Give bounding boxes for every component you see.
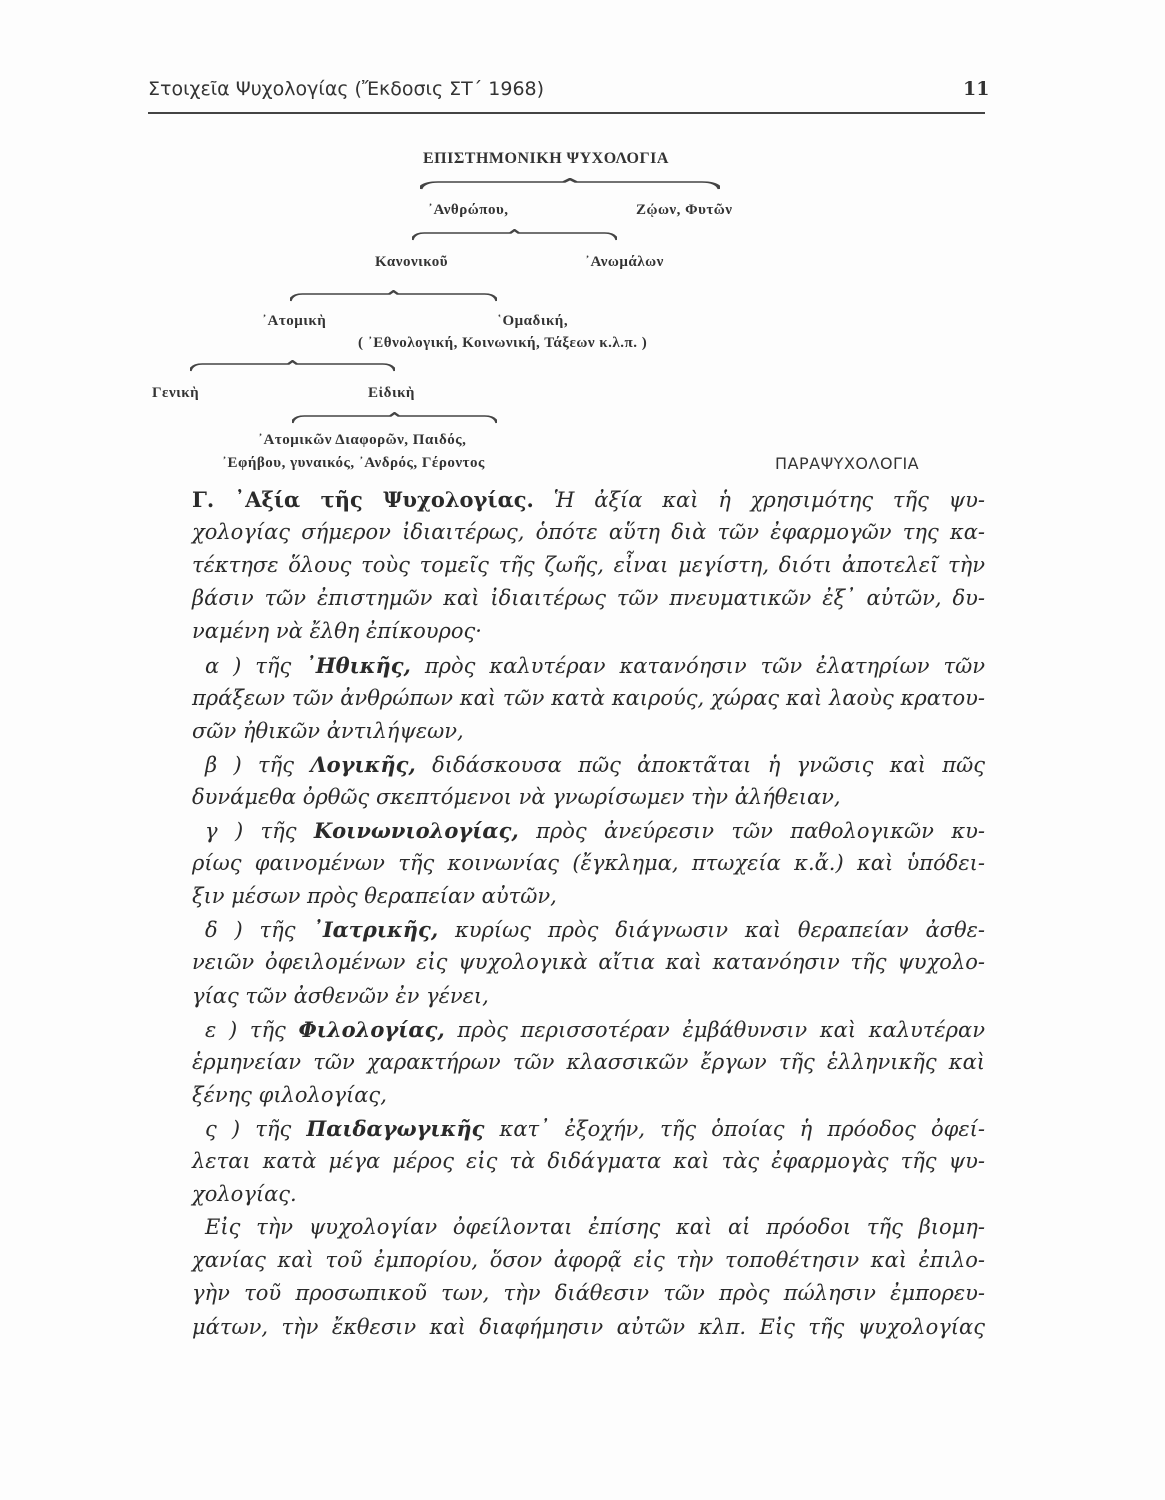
line-text: πράξεων τῶν ἀνθρώπων καὶ τῶν κατὰ καιρούς, χώρας καὶ λαοὺς κρατου- <box>192 685 985 710</box>
body-line <box>192 1315 985 1339</box>
line-text: κατ᾿ ἐξοχήν, τῆς ὁποίας ἡ πρόοδος ὀφεί- <box>499 1116 985 1141</box>
line-text: κυρίως πρὸς διάγνωσιν καὶ θεραπείαν ἀσθε- <box>455 918 985 943</box>
body-line <box>192 1248 985 1272</box>
diagram-kanonikou: Κανονικοῦ <box>375 254 448 270</box>
diagram-atomiki: ᾿Ατομικὴ <box>262 313 327 329</box>
body-line <box>192 520 985 544</box>
body-line <box>205 752 985 777</box>
section-heading: Γ. ᾿Αξία τῆς Ψυχολογίας. <box>192 487 534 512</box>
item-term: ᾿Ηθικῆς, <box>305 652 411 678</box>
line-text: πρὸς περισσοτέραν ἐμβάθυνσιν καὶ καλυτέραν <box>457 1017 985 1042</box>
line-text: ξένης φιλολογίας, <box>192 1082 387 1107</box>
body-line <box>192 586 985 610</box>
diagram-zoon-fyton: Ζῴων, Φυτῶν <box>636 202 733 218</box>
body-line <box>192 884 985 908</box>
line-text: μάτων, τὴν ἔκθεσιν καὶ διαφήμησιν αὐτῶν κλπ. Εἰς τῆς ψυχολογίας <box>192 1314 985 1339</box>
line-text: χολογίας. <box>192 1182 297 1207</box>
body-line <box>192 1182 985 1206</box>
item-marker: ς ) τῆς <box>205 1116 292 1141</box>
diagram-parapsychologia: ΠΑΡΑΨΥΧΟΛΟΓΙΑ <box>775 454 920 473</box>
line-text: Ἡ ἀξία καὶ ἡ χρησιμότης τῆς ψυ- <box>553 488 985 512</box>
line-text: δυνάμεθα ὀρθῶς σκεπτόμενοι νὰ γνωρίσωμεν τὴν ἀλήθειαν, <box>192 784 841 809</box>
line-text: γίας τῶν ἀσθενῶν ἐν γένει, <box>192 983 489 1008</box>
diagram-omadiki: ῾Ομαδική, <box>497 313 569 329</box>
body-line <box>192 719 985 743</box>
item-marker: γ ) τῆς <box>205 819 297 843</box>
diagram-omadiki-note: ( ᾿Εθνολογική, Κοινωνική, Τάξεων κ.λ.π. ) <box>358 335 648 351</box>
body-line <box>192 984 985 1008</box>
line-text: ξιν μέσων πρὸς θεραπείαν αὐτῶν, <box>192 884 557 909</box>
body-line <box>192 619 985 643</box>
body-line <box>192 553 985 577</box>
line-text: χανίας καὶ τοῦ ἐμπορίου, ὅσον ἀφορᾷ εἰς τὴν τοποθέτησιν καὶ ἐπιλο- <box>192 1248 985 1273</box>
line-text: χολογίας σήμερον ἰδιαιτέρως, ὁπότε αὕτη διὰ τῶν ἐφαρμογῶν της κα- <box>192 520 985 545</box>
body-line <box>192 1050 985 1074</box>
diagram-anomalon: ᾿Ανωμάλων <box>585 254 664 270</box>
body-line <box>205 917 985 942</box>
body-line <box>192 851 985 875</box>
brace-5 <box>292 412 497 424</box>
diagram-eidiki-line1: ᾿Ατομικῶν Διαφορῶν, Παιδός, <box>258 432 467 448</box>
body-line <box>205 1215 985 1239</box>
line-text: λεται κατὰ μέγα μέρος εἰς τὰ διδάγματα καὶ τὰς ἐφαρμογὰς τῆς ψυ- <box>192 1149 985 1173</box>
body-line <box>205 653 985 678</box>
body-line <box>192 487 985 512</box>
item-term: Λογικῆς, <box>310 751 416 777</box>
item-marker: β ) τῆς <box>205 752 294 777</box>
brace-3 <box>290 290 497 302</box>
diagram-eidiki: Εἰδικὴ <box>368 385 415 401</box>
header-rule <box>148 112 985 114</box>
diagram-eidiki-line2: ᾿Εφήβου, γυναικός, ᾿Ανδρός, Γέροντος <box>222 455 485 471</box>
item-term: Φιλολογίας, <box>298 1016 445 1042</box>
body-line <box>192 1281 985 1305</box>
brace-4 <box>190 360 395 372</box>
brace-1 <box>420 178 720 190</box>
line-text: πρὸς καλυτέραν κατανόησιν τῶν ἐλατηρίων τῶν <box>424 653 985 678</box>
diagram-geniki: Γενικὴ <box>152 385 200 401</box>
item-marker: α ) τῆς <box>205 653 292 678</box>
line-text: πρὸς ἀνεύρεσιν τῶν παθολογικῶν κυ- <box>536 819 985 843</box>
line-text: βάσιν τῶν ἐπιστημῶν καὶ ἰδιαιτέρως τῶν πνευματικῶν ἐξ᾿ αὐτῶν, δυ- <box>192 586 985 611</box>
line-text: Εἰς τὴν ψυχολογίαν ὀφείλονται ἐπίσης καὶ αἱ πρόοδοι τῆς βιομη- <box>205 1215 985 1240</box>
item-term: ᾿Ιατρικῆς, <box>312 917 439 943</box>
line-text: σῶν ἠθικῶν ἀντιλήψεων, <box>192 718 464 743</box>
line-text: νειῶν ὀφειλομένων εἰς ψυχολογικὰ αἴτια καὶ κατανόησιν τῆς ψυχολο- <box>192 950 985 975</box>
diagram-root: ΕΠΙΣΤΗΜΟΝΙΚΗ ΨΥΧΟΛΟΓΙΑ <box>423 150 669 167</box>
item-term: Κοινωνιολογίας, <box>313 818 519 843</box>
running-header: Στοιχεῖα Ψυχολογίας (Ἔκδοσις ΣΤ΄ 1968) <box>148 78 545 100</box>
body-line <box>192 1149 985 1173</box>
brace-2 <box>412 229 617 241</box>
line-text: γὴν τοῦ προσωπικοῦ των, τὴν διάθεσιν τῶν πρὸς πώλησιν ἐμπορευ- <box>192 1281 985 1306</box>
line-text: ναμένη νὰ ἔλθη ἐπίκουρος· <box>192 619 482 644</box>
body-line <box>205 1116 985 1141</box>
item-marker: δ ) τῆς <box>205 918 296 943</box>
line-text: διδάσκουσα πῶς ἀποκτᾶται ἡ γνῶσις καὶ πῶς <box>432 752 985 777</box>
line-text: ρίως φαινομένων τῆς κοινωνίας (ἔγκλημα, πτωχεία κ.ἄ.) καὶ ὑπόδει- <box>192 851 985 876</box>
line-text: ἑρμηνείαν τῶν χαρακτήρων τῶν κλασσικῶν ἔργων τῆς ἑλληνικῆς καὶ <box>192 1049 985 1074</box>
body-line <box>192 950 985 974</box>
diagram-anthropou: ᾿Ανθρώπου, <box>428 202 509 218</box>
body-line <box>205 1017 985 1042</box>
item-term: Παιδαγωγικῆς <box>306 1115 485 1141</box>
page-number: 11 <box>963 78 990 100</box>
body-line <box>192 785 985 809</box>
body-line <box>192 686 985 710</box>
body-line <box>192 1083 985 1107</box>
body-line <box>205 818 985 843</box>
item-marker: ε ) τῆς <box>205 1017 286 1042</box>
line-text: τέκτησε ὅλους τοὺς τομεῖς τῆς ζωῆς, εἶναι μεγίστη, διότι ἀποτελεῖ τὴν <box>192 553 985 578</box>
